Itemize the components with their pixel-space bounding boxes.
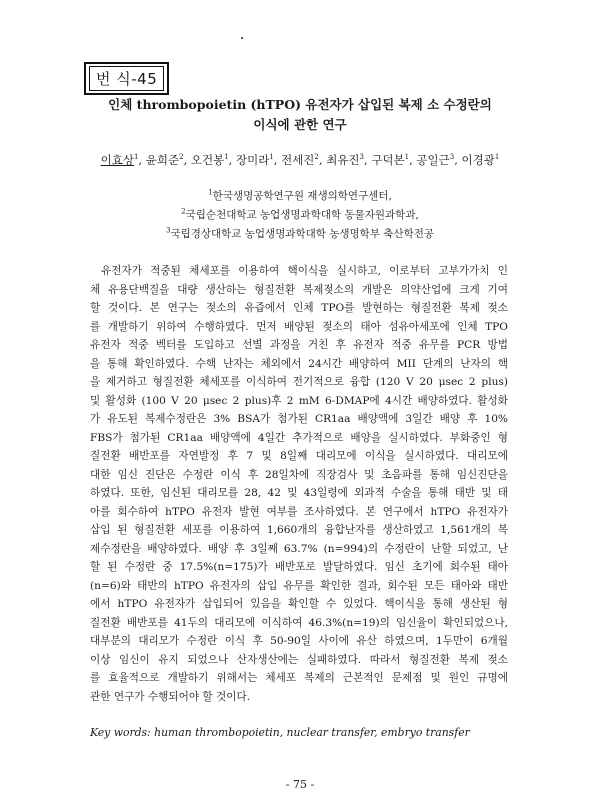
abstract-line: 및 활성화 (100 V 20 μsec 2 plus)후 2 mM 6-DMAP에 4시간 배양하였다. 활성화 <box>90 394 508 407</box>
author-affil-sup: 2 <box>179 153 184 162</box>
abstract-line: 대한 임신 진단은 수정란 이식 후 28일차에 직장검사 및 초음파를 통해 임신진단을 <box>90 468 508 481</box>
page-number: - 75 - <box>285 778 315 791</box>
abstract-line: 이상 임신이 유지 되었으나 산자생산에는 실패하였다. 따라서 형질전환 복제 젖소 <box>90 653 508 666</box>
affiliation-sup: 3 <box>165 226 171 235</box>
author-affil-sup: 3 <box>449 153 455 162</box>
affiliation-text: 한국생명공학연구원 재생의학연구센터, <box>212 190 392 202</box>
abstract-line: 가 유도된 복제수정란은 3% BSA가 첨가된 CR1aa 배양액에 3일간 배양 후 10% <box>90 413 508 425</box>
author-affil-sup: 1 <box>133 153 139 162</box>
author-name: 오건봉 <box>190 153 225 167</box>
author-affil-sup: 1 <box>404 153 410 162</box>
abstract-body <box>90 262 508 706</box>
author-name: 윤희준 <box>145 153 180 167</box>
abstract-line: 체 유용단백질을 대량 생산하는 형질전환 복제젖소의 개발은 의약산업에 크게 기여 <box>90 283 508 296</box>
affiliation-2 <box>0 207 600 222</box>
affiliation-text: 국립순천대학교 농업생명과학대학 동물자원과학과, <box>185 209 419 221</box>
author-name: 전세진 <box>281 153 315 167</box>
abstract-line: 유전자가 적중된 체세포를 이용하여 핵이식을 실시하고, 이로부터 고부가가치 인 <box>101 265 508 277</box>
abstract-line: 대부분의 대리모가 수정란 이식 후 50-90일 사이에 유산 하였으며, 1두만이 6개월 <box>90 635 508 647</box>
form-label: 번 식-45 <box>89 66 164 91</box>
author-list: 이효상$^1$, 윤희준$^2$, 오건봉$^1$, 장미라$^1$, 전세진$^2$, 최유진$^3$, 구덕본$^1$, 공일근$^3$, 이경광$^1$ <box>100 153 500 167</box>
scan-dot <box>241 37 243 39</box>
affiliation-text: 국립경상대학교 농업생명과학대학 농생명학부 축산학전공 <box>170 228 435 240</box>
paper-title-line-1: 인체 thrombopoietin (hTPO) 유전자가 삽입된 복제 소 수정란의 <box>108 97 492 112</box>
author-name: 공일근 <box>416 153 450 167</box>
author-affil-sup: 2 <box>314 153 319 162</box>
abstract-line: 를 효율적으로 개발하기 위해서는 체세포 복제의 근본적인 문제점 및 원인 규명에 <box>90 672 508 684</box>
abstract-line: 하였다. 또한, 임신된 대리모를 28, 42 및 43일령에 외과적 수술을 통해 태반 및 태 <box>90 487 508 499</box>
author-name: 이경광 <box>461 153 495 167</box>
author-affil-sup: 1 <box>224 153 229 162</box>
affiliation-sup: 2 <box>181 207 186 216</box>
abstract-line: 아를 회수하여 hTPO 유전자 발현 여부를 조사하였다. 본 연구에서 hTPO 유전자가 <box>90 505 508 518</box>
abstract-line: 제수정란을 배양하였다. 배양 후 3일째 63.7% (n=994)의 수정란이 난할 되었고, 난 <box>90 542 508 555</box>
author-affil-sup: 1 <box>494 153 500 162</box>
form-label-box <box>84 62 169 95</box>
abstract-line: FBS가 첨가된 CR1aa 배양액에 4일간 추가적으로 배양을 실시하였다. 부화중인 형 <box>90 431 508 444</box>
affiliation-1 <box>0 188 600 203</box>
abstract-line: 할 것이다. 본 연구는 젖소의 유즙에서 인체 TPO를 발현하는 형질전환 복제 젖소 <box>90 302 508 314</box>
abstract-line: 에서 hTPO 유전자가 삽입되어 있음을 확인할 수 있었다. 핵이식을 통해 생산된 형 <box>90 598 508 610</box>
author-name: 구덕본 <box>371 153 405 167</box>
affiliation-sup: 1 <box>208 188 213 197</box>
affiliation-3 <box>0 226 600 241</box>
author-affil-sup: 1 <box>269 153 274 162</box>
abstract-line: 삽입 된 형질전환 세포를 이용하여 1,660개의 융합난자를 생산하였고 1,561개의 복 <box>90 524 508 536</box>
abstract-line: 질전환 배반포를 자연발정 후 7 및 8일째 대리모에 이식을 실시하였다. 대리모에 <box>90 450 508 462</box>
abstract-line: 를 개발하기 위하여 수행하였다. 먼저 배양된 젖소의 태아 섬유아세포에 인체 TPO <box>90 320 508 333</box>
abstract-line: 할 된 수정란 중 17.5%(n=175)가 배반포로 발달하였다. 임신 초기에 회수된 태아 <box>90 561 508 573</box>
abstract-line: 을 제거하고 형질전환 체세포를 이식하여 전기적으로 융합 (120 V 20 μsec 2 plus) <box>90 376 508 388</box>
paper-title-line-2: 이식에 관한 연구 <box>253 117 347 132</box>
author-name: 최유진 <box>326 153 360 167</box>
abstract-line: 유전자 적중 벡터를 도입하고 선별 과정을 거친 후 유전자 적중 유무를 PCR 방법 <box>90 339 508 351</box>
abstract-line: 관한 연구가 수행되어야 할 것이다. <box>90 690 251 703</box>
abstract-line: 질전환 배반포를 41두의 대리모에 이식하여 46.3%(n=19)의 임신율이 확인되었으나, <box>90 616 508 629</box>
author-name: 장미라 <box>235 153 270 167</box>
abstract-line: 을 통해 확인하였다. 수핵 난자는 체외에서 24시간 배양하여 MII 단계의 난자의 핵 <box>90 357 508 370</box>
author-affil-sup: 3 <box>359 153 364 162</box>
author-name: 이효상 <box>100 153 134 167</box>
keywords: Key words: human thrombopoietin, nuclear transfer, embryo transfer <box>90 726 470 739</box>
abstract-line: (n=6)와 태반의 hTPO 유전자의 삽입 유무를 확인한 결과, 회수된 모든 태아와 태반 <box>90 579 508 592</box>
